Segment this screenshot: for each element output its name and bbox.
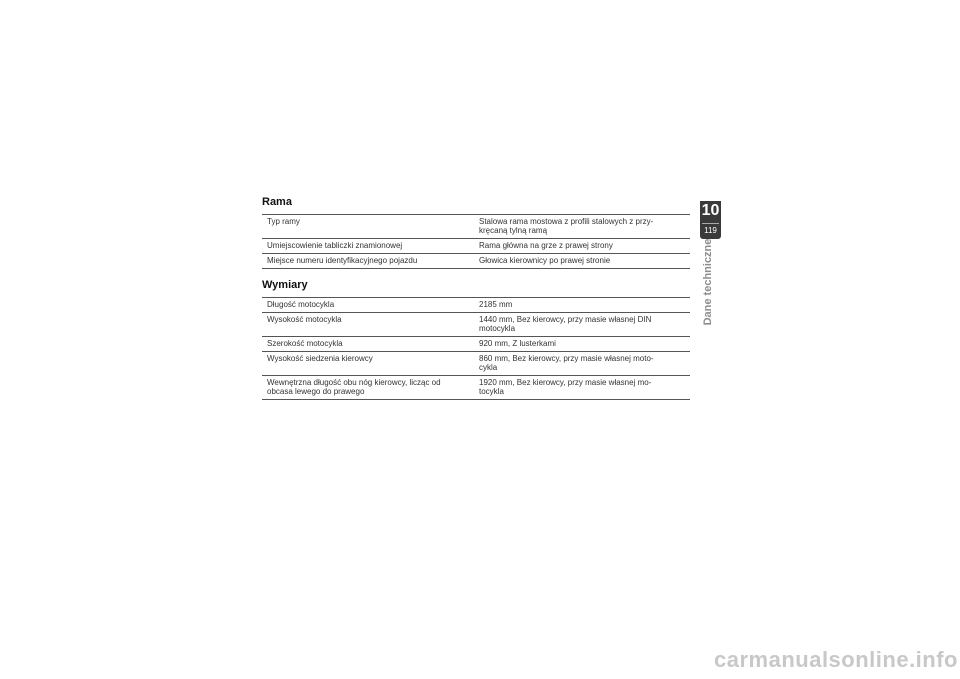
spec-value: Stalowa rama mostowa z profili stalowych z przy- kręcaną tylną ramą [479,217,654,235]
spec-label: Długość motocykla [267,300,335,309]
table-row [262,313,690,337]
spec-label: Wysokość siedzenia kierowcy [267,354,373,363]
table-row [262,298,690,313]
section-title-wymiary: Wymiary [262,279,308,291]
chapter-title: Dane techniczne [702,238,714,326]
frame-spec-table [262,214,690,269]
spec-value: Głowica kierownicy po prawej stronie [479,256,611,265]
watermark: carmanualsonline.info [714,647,958,672]
spec-label: Miejsce numeru identyfikacyjnego pojazdu [267,256,418,265]
spec-value: 1920 mm, Bez kierowcy, przy masie własnej mo- tocykla [479,378,652,396]
table-row [262,352,690,376]
table-row [262,239,690,254]
spec-value: 2185 mm [479,300,513,309]
spec-label: Umiejscowienie tabliczki znamionowej [267,241,403,250]
table-row [262,215,690,239]
spec-value: 1440 mm, Bez kierowcy, przy masie własnej DIN motocykla [479,315,652,333]
page-number: 119 [704,226,717,235]
spec-label: Wysokość motocykla [267,315,342,324]
spec-value: 860 mm, Bez kierowcy, przy masie własnej moto- cykla [479,354,654,372]
spec-label: Wewnętrzna długość obu nóg kierowcy, licząc od obcasa lewego do prawego [267,378,441,396]
spec-value: Rama główna na grze z prawej strony [479,241,613,250]
table-row [262,254,690,269]
spec-value: 920 mm, Z lusterkami [479,339,556,348]
section-title-rama: Rama [262,196,292,208]
spec-label: Typ ramy [267,217,300,226]
table-row [262,337,690,352]
spec-label: Szerokość motocykla [267,339,343,348]
chapter-number: 10 [701,202,720,219]
dimensions-spec-table [262,297,690,400]
table-row [262,376,690,400]
